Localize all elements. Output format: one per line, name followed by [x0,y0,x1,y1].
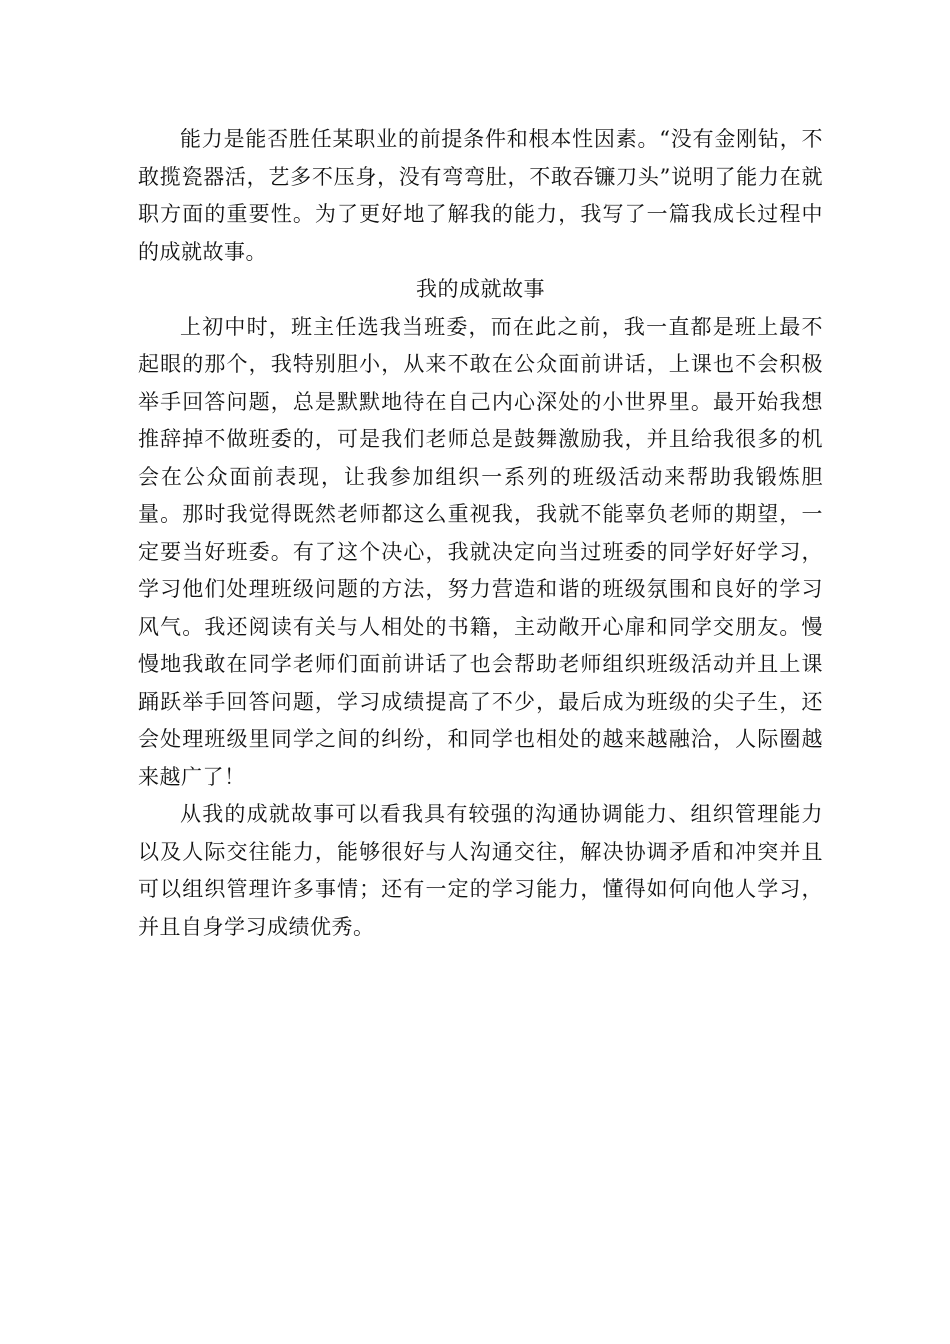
section-title: 我的成就故事 [416,277,545,301]
document-body [138,121,823,946]
conclusion-paragraph: 从我的成就故事可以看我具有较强的沟通协调能力、组织管理能力以及人际交往能力，能够很好与人沟通交往，解决协调矛盾和冲突并且可以组织管理许多事情；还有一定的学习能力，懂得如何向他人学习，并且自身学习成绩优秀。 [138,802,823,939]
story-paragraph: 上初中时，班主任选我当班委，而在此之前，我一直都是班上最不起眼的那个，我特别胆小，从来不敢在公众面前讲话，上课也不会积极举手回答问题，总是默默地待在自己内心深处的小世界里。最开始我想推辞掉不做班委的，可是我们老师总是鼓舞激励我，并且给我很多的机会在公众面前表现，让我参加组织一系列的班级活动来帮助我锻炼胆量。那时我觉得既然老师都这么重视我，我就不能辜负老师的期望，一定要当好班委。有了这个决心，我就决定向当过班委的同学好好学习，学习他们处理班级问题的方法，努力营造和谐的班级氛围和良好的学习风气。我还阅读有关与人相处的书籍，主动敞开心扉和同学交朋友。慢慢地我敢在同学老师们面前讲话了也会帮助老师组织班级活动并且上课踊跃举手回答问题，学习成绩提高了不少，最后成为班级的尖子生，还会处理班级里同学之间的纠纷，和同学也相处的越来越融洽，人际圈越来越广了！ [138,314,823,789]
intro-paragraph: 能力是能否胜任某职业的前提条件和根本性因素。“没有金刚钻，不敢揽瓷器活，艺多不压身，没有弯弯肚，不敢吞镰刀头”说明了能力在就职方面的重要性。为了更好地了解我的能力，我写了一篇我成长过程中的成就故事。 [138,127,823,264]
